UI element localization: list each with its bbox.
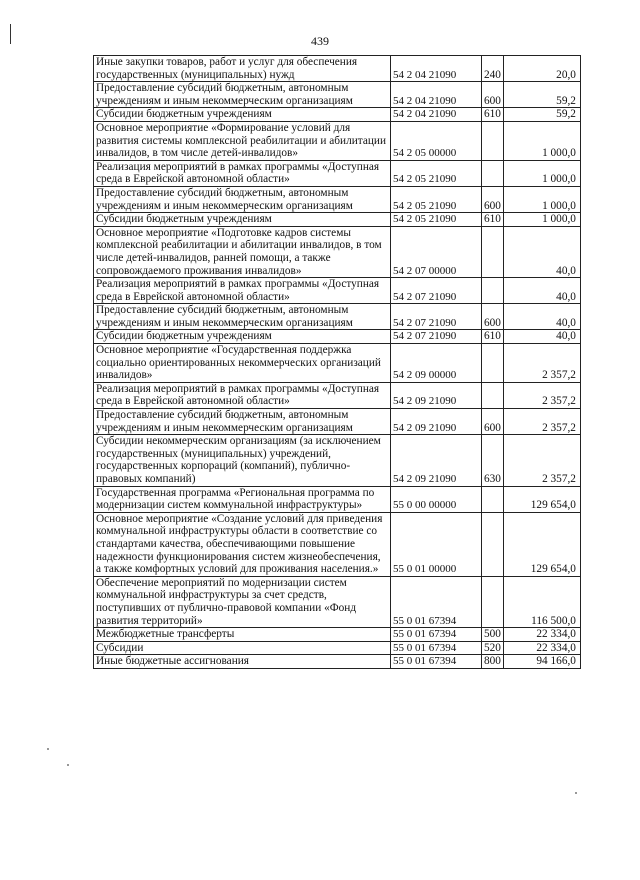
row-code-cell: 54 2 09 21090: [391, 409, 482, 435]
row-vr-cell: 630: [482, 435, 504, 486]
row-name-cell: Основное мероприятие «Формирование условий для развития системы комплексной реабилитации и абилитации инвалидов, в том числе детей-инвалидов»: [94, 121, 391, 160]
row-name-cell: Основное мероприятие «Государственная поддержка социально ориентированных некоммерческих организаций инвалидов»: [94, 344, 391, 383]
page-number: 439: [311, 34, 329, 48]
table-row: [94, 226, 581, 277]
row-amount-cell: 129 654,0: [503, 486, 580, 512]
row-code-cell: 54 2 05 21090: [391, 213, 482, 227]
table-row: [94, 108, 581, 122]
row-code-cell: 54 2 04 21090: [391, 82, 482, 108]
table-row: [94, 278, 581, 304]
row-vr-cell: [482, 512, 504, 576]
row-amount-cell: 129 654,0: [503, 512, 580, 576]
table-row: [94, 409, 581, 435]
row-name-cell: Предоставление субсидий бюджетным, автономным учреждениям и иным некоммерческим организациям: [94, 82, 391, 108]
row-name-cell: Предоставление субсидий бюджетным, автономным учреждениям и иным некоммерческим организациям: [94, 304, 391, 330]
row-name-cell: Государственная программа «Региональная программа по модернизации систем коммунальной инфраструктуры»: [94, 486, 391, 512]
row-vr-cell: 610: [482, 213, 504, 227]
row-vr-cell: [482, 160, 504, 186]
row-code-cell: 54 2 04 21090: [391, 56, 482, 82]
row-vr-cell: [482, 382, 504, 408]
row-code-cell: 55 0 00 00000: [391, 486, 482, 512]
row-name-cell: Реализация мероприятий в рамках программы «Доступная среда в Еврейской автономной области»: [94, 160, 391, 186]
row-name-cell: Субсидии бюджетным учреждениям: [94, 330, 391, 344]
row-code-cell: 55 0 01 67394: [391, 655, 482, 669]
row-code-cell: 54 2 05 00000: [391, 121, 482, 160]
row-vr-cell: 520: [482, 641, 504, 655]
row-amount-cell: 2 357,2: [503, 344, 580, 383]
table-row: [94, 56, 581, 82]
scan-speck: [47, 748, 49, 750]
row-vr-cell: [482, 344, 504, 383]
row-code-cell: 55 0 01 00000: [391, 512, 482, 576]
row-amount-cell: 40,0: [503, 278, 580, 304]
table-row: [94, 82, 581, 108]
row-amount-cell: 22 334,0: [503, 628, 580, 642]
row-amount-cell: 2 357,2: [503, 409, 580, 435]
row-name-cell: Основное мероприятие «Подготовке кадров системы комплексной реабилитации и абилитации инвалидов, в том числе детей-инвалидов, ранней помощи, а также сопровождаемого проживания инвалидов»: [94, 226, 391, 277]
row-code-cell: 55 0 01 67394: [391, 576, 482, 627]
row-amount-cell: 116 500,0: [503, 576, 580, 627]
row-vr-cell: [482, 576, 504, 627]
row-amount-cell: 59,2: [503, 82, 580, 108]
table-row: [94, 304, 581, 330]
row-amount-cell: 1 000,0: [503, 160, 580, 186]
table-row: [94, 382, 581, 408]
row-amount-cell: 1 000,0: [503, 121, 580, 160]
row-vr-cell: 240: [482, 56, 504, 82]
row-vr-cell: 600: [482, 409, 504, 435]
row-amount-cell: 94 166,0: [503, 655, 580, 669]
row-vr-cell: [482, 226, 504, 277]
row-name-cell: Иные бюджетные ассигнования: [94, 655, 391, 669]
row-code-cell: 54 2 07 21090: [391, 278, 482, 304]
table-row: [94, 121, 581, 160]
row-name-cell: Реализация мероприятий в рамках программы «Доступная среда в Еврейской автономной области»: [94, 278, 391, 304]
row-code-cell: 54 2 07 00000: [391, 226, 482, 277]
row-name-cell: Предоставление субсидий бюджетным, автономным учреждениям и иным некоммерческим организациям: [94, 186, 391, 212]
row-amount-cell: 59,2: [503, 108, 580, 122]
row-code-cell: 54 2 09 21090: [391, 382, 482, 408]
row-code-cell: 54 2 04 21090: [391, 108, 482, 122]
row-code-cell: 54 2 07 21090: [391, 330, 482, 344]
row-name-cell: Субсидии: [94, 641, 391, 655]
row-vr-cell: 600: [482, 186, 504, 212]
row-vr-cell: 800: [482, 655, 504, 669]
row-vr-cell: [482, 278, 504, 304]
table-row: [94, 435, 581, 486]
row-name-cell: Иные закупки товаров, работ и услуг для обеспечения государственных (муниципальных) нужд: [94, 56, 391, 82]
table-row: [94, 512, 581, 576]
table-row: [94, 344, 581, 383]
row-code-cell: 54 2 09 21090: [391, 435, 482, 486]
budget-table: [93, 55, 581, 669]
scan-speck: [67, 764, 69, 766]
row-vr-cell: 600: [482, 304, 504, 330]
row-code-cell: 54 2 09 00000: [391, 344, 482, 383]
row-name-cell: Реализация мероприятий в рамках программы «Доступная среда в Еврейской автономной области»: [94, 382, 391, 408]
table-row: [94, 576, 581, 627]
row-code-cell: 54 2 05 21090: [391, 160, 482, 186]
table-row: [94, 655, 581, 669]
row-code-cell: 55 0 01 67394: [391, 641, 482, 655]
row-amount-cell: 20,0: [503, 56, 580, 82]
budget-table-body: [94, 56, 581, 669]
row-code-cell: 55 0 01 67394: [391, 628, 482, 642]
row-vr-cell: [482, 486, 504, 512]
row-amount-cell: 40,0: [503, 304, 580, 330]
scan-speck: [575, 792, 577, 794]
row-vr-cell: 500: [482, 628, 504, 642]
table-row: [94, 186, 581, 212]
row-vr-cell: [482, 121, 504, 160]
row-name-cell: Субсидии бюджетным учреждениям: [94, 213, 391, 227]
table-row: [94, 628, 581, 642]
table-row: [94, 213, 581, 227]
row-name-cell: Межбюджетные трансферты: [94, 628, 391, 642]
row-name-cell: Субсидии некоммерческим организациям (за исключением государственных (муниципальных) учреждений, государственных корпораций (компаний), публично-правовых компаний): [94, 435, 391, 486]
row-name-cell: Основное мероприятие «Создание условий для приведения коммунальной инфраструктуры области в соответствие со стандартами качества, обеспечивающими повышение надежности функционирования систем жизнеобеспечения, а также комфортных условий для проживания населения.»: [94, 512, 391, 576]
row-amount-cell: 22 334,0: [503, 641, 580, 655]
row-amount-cell: 1 000,0: [503, 186, 580, 212]
row-amount-cell: 2 357,2: [503, 435, 580, 486]
table-row: [94, 330, 581, 344]
row-amount-cell: 2 357,2: [503, 382, 580, 408]
row-vr-cell: 610: [482, 108, 504, 122]
row-amount-cell: 40,0: [503, 226, 580, 277]
table-row: [94, 641, 581, 655]
table-row: [94, 486, 581, 512]
row-amount-cell: 40,0: [503, 330, 580, 344]
row-code-cell: 54 2 05 21090: [391, 186, 482, 212]
row-vr-cell: 610: [482, 330, 504, 344]
row-code-cell: 54 2 07 21090: [391, 304, 482, 330]
row-name-cell: Субсидии бюджетным учреждениям: [94, 108, 391, 122]
row-name-cell: Предоставление субсидий бюджетным, автономным учреждениям и иным некоммерческим организациям: [94, 409, 391, 435]
table-row: [94, 160, 581, 186]
row-vr-cell: 600: [482, 82, 504, 108]
row-name-cell: Обеспечение мероприятий по модернизации систем коммунальной инфраструктуры за счет средств, поступивших от публично-правовой компании «Фонд развития территорий»: [94, 576, 391, 627]
row-amount-cell: 1 000,0: [503, 213, 580, 227]
